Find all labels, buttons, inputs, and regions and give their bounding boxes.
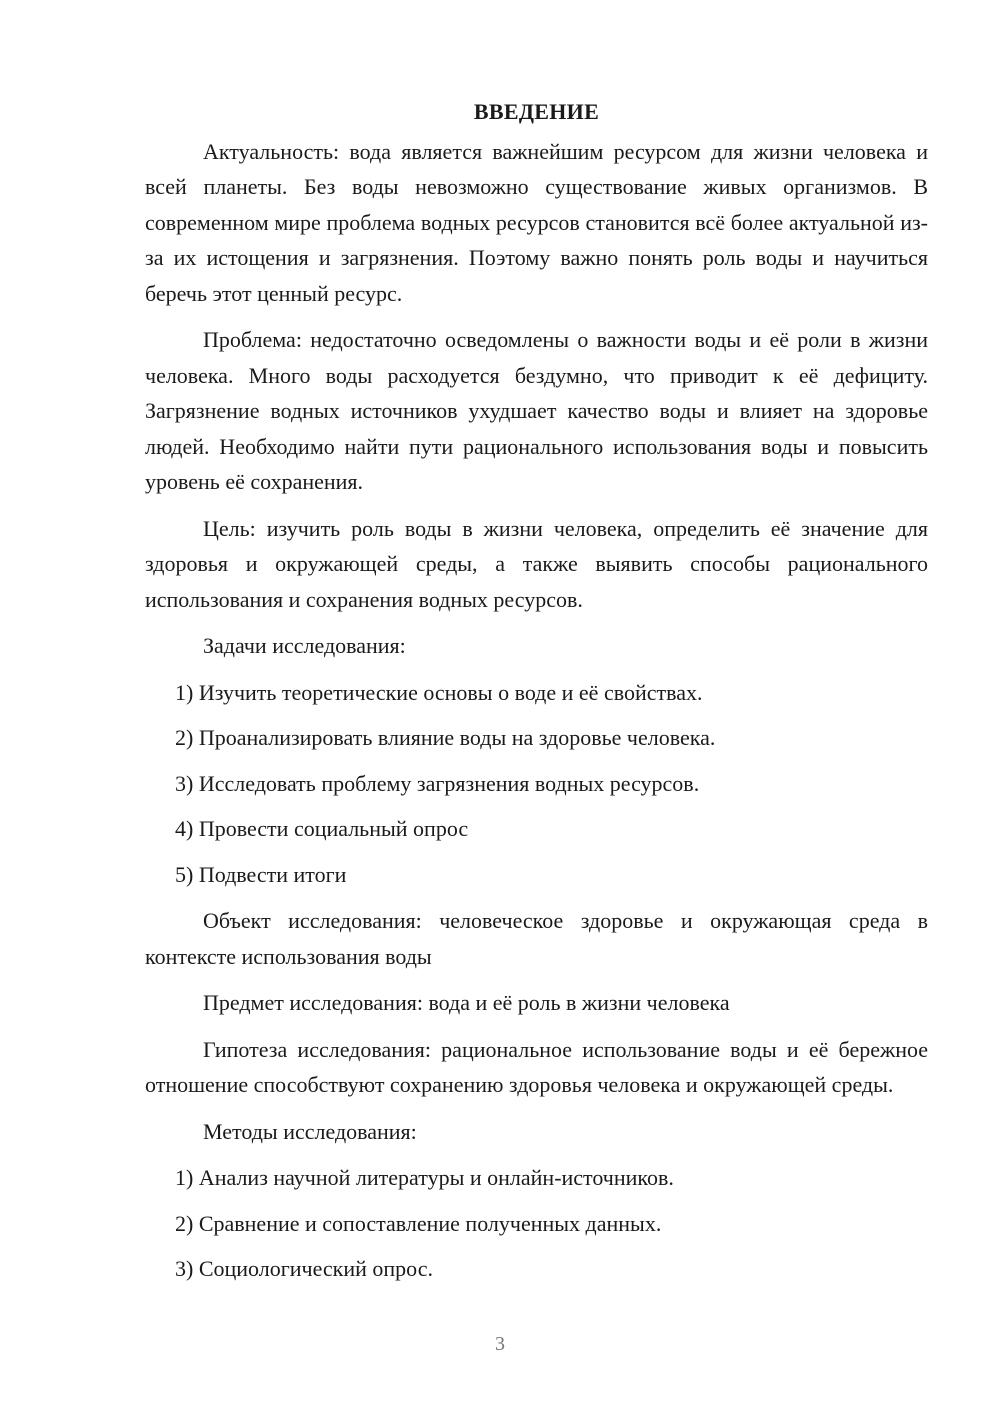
list-item: 2) Проанализировать влияние воды на здоровье человека.: [175, 725, 716, 750]
methods-list: [145, 1160, 928, 1287]
relevance-paragraph: Актуальность: вода является важнейшим ресурсом для жизни человека и всей планеты. Без воды невозможно существование живых организмов. В современном мире проблема водных ресурсов становится всё более актуальной из-за их истощения и загрязнения. Поэтому важно понять роль воды и научиться беречь этот ценный ресурс.: [145, 138, 928, 306]
list-item: 2) Сравнение и сопоставление полученных данных.: [175, 1210, 662, 1236]
subject-paragraph: Предмет исследования: вода и её роль в жизни человека: [203, 990, 730, 1015]
methods-title: Методы исследования:: [203, 1118, 417, 1144]
page-number: 3: [495, 1333, 505, 1355]
tasks-list: [145, 675, 928, 893]
section-heading: ВВЕДЕНИЕ: [473, 99, 600, 124]
object-paragraph: Объект исследования: человеческое здоровье и окружающая среда в контексте использования воды: [145, 908, 928, 969]
list-item: 1) Анализ научной литературы и онлайн-источников.: [175, 1165, 674, 1190]
list-item: 1) Изучить теоретические основы о воде и её свойствах.: [175, 679, 703, 705]
list-item: 3) Исследовать проблему загрязнения водных ресурсов.: [175, 770, 700, 796]
goal-paragraph: Цель: изучить роль воды в жизни человека, определить её значение для здоровья и окружающей среды, а также выявить способы рационального использования и сохранения водных ресурсов.: [145, 515, 928, 612]
document-page: [145, 94, 928, 1298]
problem-paragraph: Проблема: недостаточно осведомлены о важности воды и её роли в жизни человека. Много воды расходуется бездумно, что приводит к её дефициту. Загрязнение водных источников ухудшает качество воды и влияет на здоровье людей. Необходимо найти пути рационального использования воды и повысить уровень её сохранения.: [145, 327, 928, 494]
list-item: 3) Социологический опрос.: [175, 1256, 433, 1281]
list-item: 5) Подвести итоги: [175, 861, 347, 887]
list-item: 4) Провести социальный опрос: [175, 816, 469, 841]
hypothesis-paragraph: Гипотеза исследования: рациональное использование воды и её бережное отношение способствуют сохранению здоровья человека и окружающей среды.: [145, 1036, 928, 1097]
tasks-title: Задачи исследования:: [203, 633, 406, 658]
